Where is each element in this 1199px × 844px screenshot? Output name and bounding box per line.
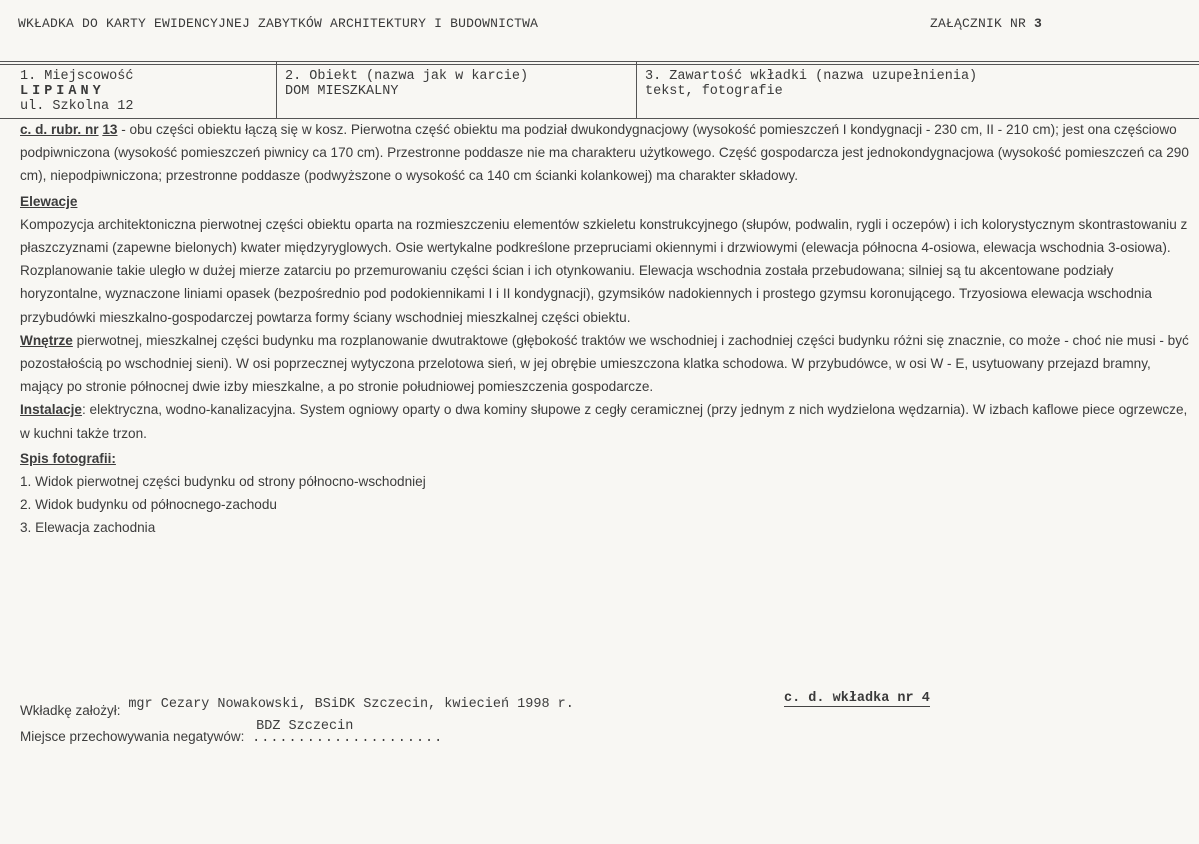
location-address: ul. Szkolna 12 bbox=[20, 99, 134, 114]
photo-item: 2. Widok budynku od północnego-zachodu bbox=[20, 497, 277, 513]
column-divider-1 bbox=[276, 62, 277, 118]
intro-paragraph: c. d. rubr. nr 13 - obu części obiektu łączą się w kosz. Pierwotna część obiektu ma podział dwukondygnacjowy (wysokość pomieszczeń I kondygnacji - 230 cm, II - 210 cm); jest ona częściowo podpiwniczona (wysokość pomieszczeń piwnicy ca 170 cm). Przestronne poddasze nie ma charakteru użytkowego. Część gospodarcza jest jednokondygnacjowa (wysokość pomieszczeń ca 290 cm), niepodpiwniczona; przestronne poddasze (podwyższone o wysokość ca 140 cm ścianki kolankowej) ma charakter składowy. bbox=[20, 122, 1189, 184]
location-label: 1. Miejscowość bbox=[20, 69, 134, 84]
divider-top-double bbox=[0, 64, 1199, 65]
negatives-field bbox=[252, 719, 444, 746]
photos-heading-line bbox=[20, 447, 1190, 470]
photos-heading: Spis fotografii: bbox=[20, 450, 116, 466]
instalacje-heading: Instalacje bbox=[20, 402, 82, 418]
document-body bbox=[20, 118, 1190, 540]
photo-item: 1. Widok pierwotnej części budynku od strony północno-wschodniej bbox=[20, 474, 426, 490]
content-label: 3. Zawartość wkładki (nazwa uzupełnienia) bbox=[645, 69, 978, 84]
wnetrze-paragraph: Wnętrze pierwotnej, mieszkalnej części budynku ma rozplanowanie dwutraktowe (głębokość traktów we wschodniej i zachodniej części budynku różni się znacznie, co może - choć nie musi - być pozostałością po wschodniej sieni). W osi poprzecznej wytyczona przelotowa sień, w jej obrębie umieszczona klatka schodowa. W przybudówce, w osi W - E, usytuowany przejazd bramny, mający po stronie północnej dwie izby mieszkalne, a po stronie południowej pomieszczenia gospodarcze. bbox=[20, 329, 1190, 399]
elewacje-paragraph: Kompozycja architektoniczna pierwotnej części obiektu oparta na rozmieszczeniu elementów szkieletu konstrukcyjnego (słupów, podwalin, rygli i oczepów) i ich kolorystycznym skontrastowaniu z płaszczyznami (zapewne bielonych) kwater międzyryglowych. Osie wertykalne podkreślone przepruciami okiennymi i drzwiowymi (elewacja północna 4-osiowa, elewacja wschodnia 3-osiowa). Rozplanowanie takie uległo w dużej mierze zatarciu po przemurowaniu części ścian i ich otynkowaniu. Elewacja wschodnia została przebudowana; silniej są tu akcentowane podziały horyzontalne, wyznaczone liniami opasek (bezpośrednio pod podokiennikami I i II kondygnacji), gzymsików nadokiennych i prostego gzymsu koronującego. Trzyosiowa elewacja wschodnia przybudówki mieszkalno-gospodarczej powtarza formy ściany wschodniej mieszkalnej części obiektu. bbox=[20, 216, 1188, 325]
created-by-label: Wkładkę założył: bbox=[20, 703, 121, 718]
negatives-value: BDZ Szczecin bbox=[256, 719, 354, 734]
column-divider-2 bbox=[636, 62, 637, 118]
content-field bbox=[645, 69, 977, 99]
instalacje-paragraph: Instalacje: elektryczna, wodno-kanalizacyjna. System ogniowy oparty o dwa kominy słupowe z cegły ceramicznej (przy jednym z nich wydzielona wędzarnia). W izbach kaflowe piece ogrzewcze, w kuchni także trzon. bbox=[20, 398, 1190, 444]
location-field bbox=[20, 69, 133, 114]
object-label: 2. Obiekt (nazwa jak w karcie) bbox=[285, 69, 529, 84]
location-value: LIPIANY bbox=[20, 84, 105, 99]
negatives-line bbox=[20, 719, 444, 746]
negatives-label: Miejsce przechowywania negatywów: bbox=[20, 729, 245, 744]
object-value: DOM MIESZKALNY bbox=[285, 84, 399, 99]
divider-top bbox=[0, 61, 1199, 62]
elewacje-heading: Elewacje bbox=[20, 193, 78, 209]
created-by-line bbox=[20, 697, 574, 720]
elewacje-heading-line bbox=[20, 190, 1190, 213]
dotted-line: ..................... bbox=[252, 731, 444, 746]
continuation-reference: c. d. wkładka nr 4 bbox=[784, 691, 930, 706]
content-value: tekst, fotografie bbox=[645, 84, 783, 99]
attachment-number: ZAŁĄCZNIK NR 3 bbox=[930, 16, 1043, 31]
object-field bbox=[285, 69, 528, 99]
photo-item: 3. Elewacja zachodnia bbox=[20, 520, 156, 536]
wnetrze-heading: Wnętrze bbox=[20, 332, 73, 348]
rubric-reference: c. d. rubr. nr 13 bbox=[20, 122, 118, 137]
created-by-value: mgr Cezary Nowakowski, BSiDK Szczecin, kwiecień 1998 r. bbox=[128, 697, 574, 712]
form-title: WKŁADKA DO KARTY EWIDENCYJNEJ ZABYTKÓW ARCHITEKTURY I BUDOWNICTWA bbox=[18, 16, 539, 31]
